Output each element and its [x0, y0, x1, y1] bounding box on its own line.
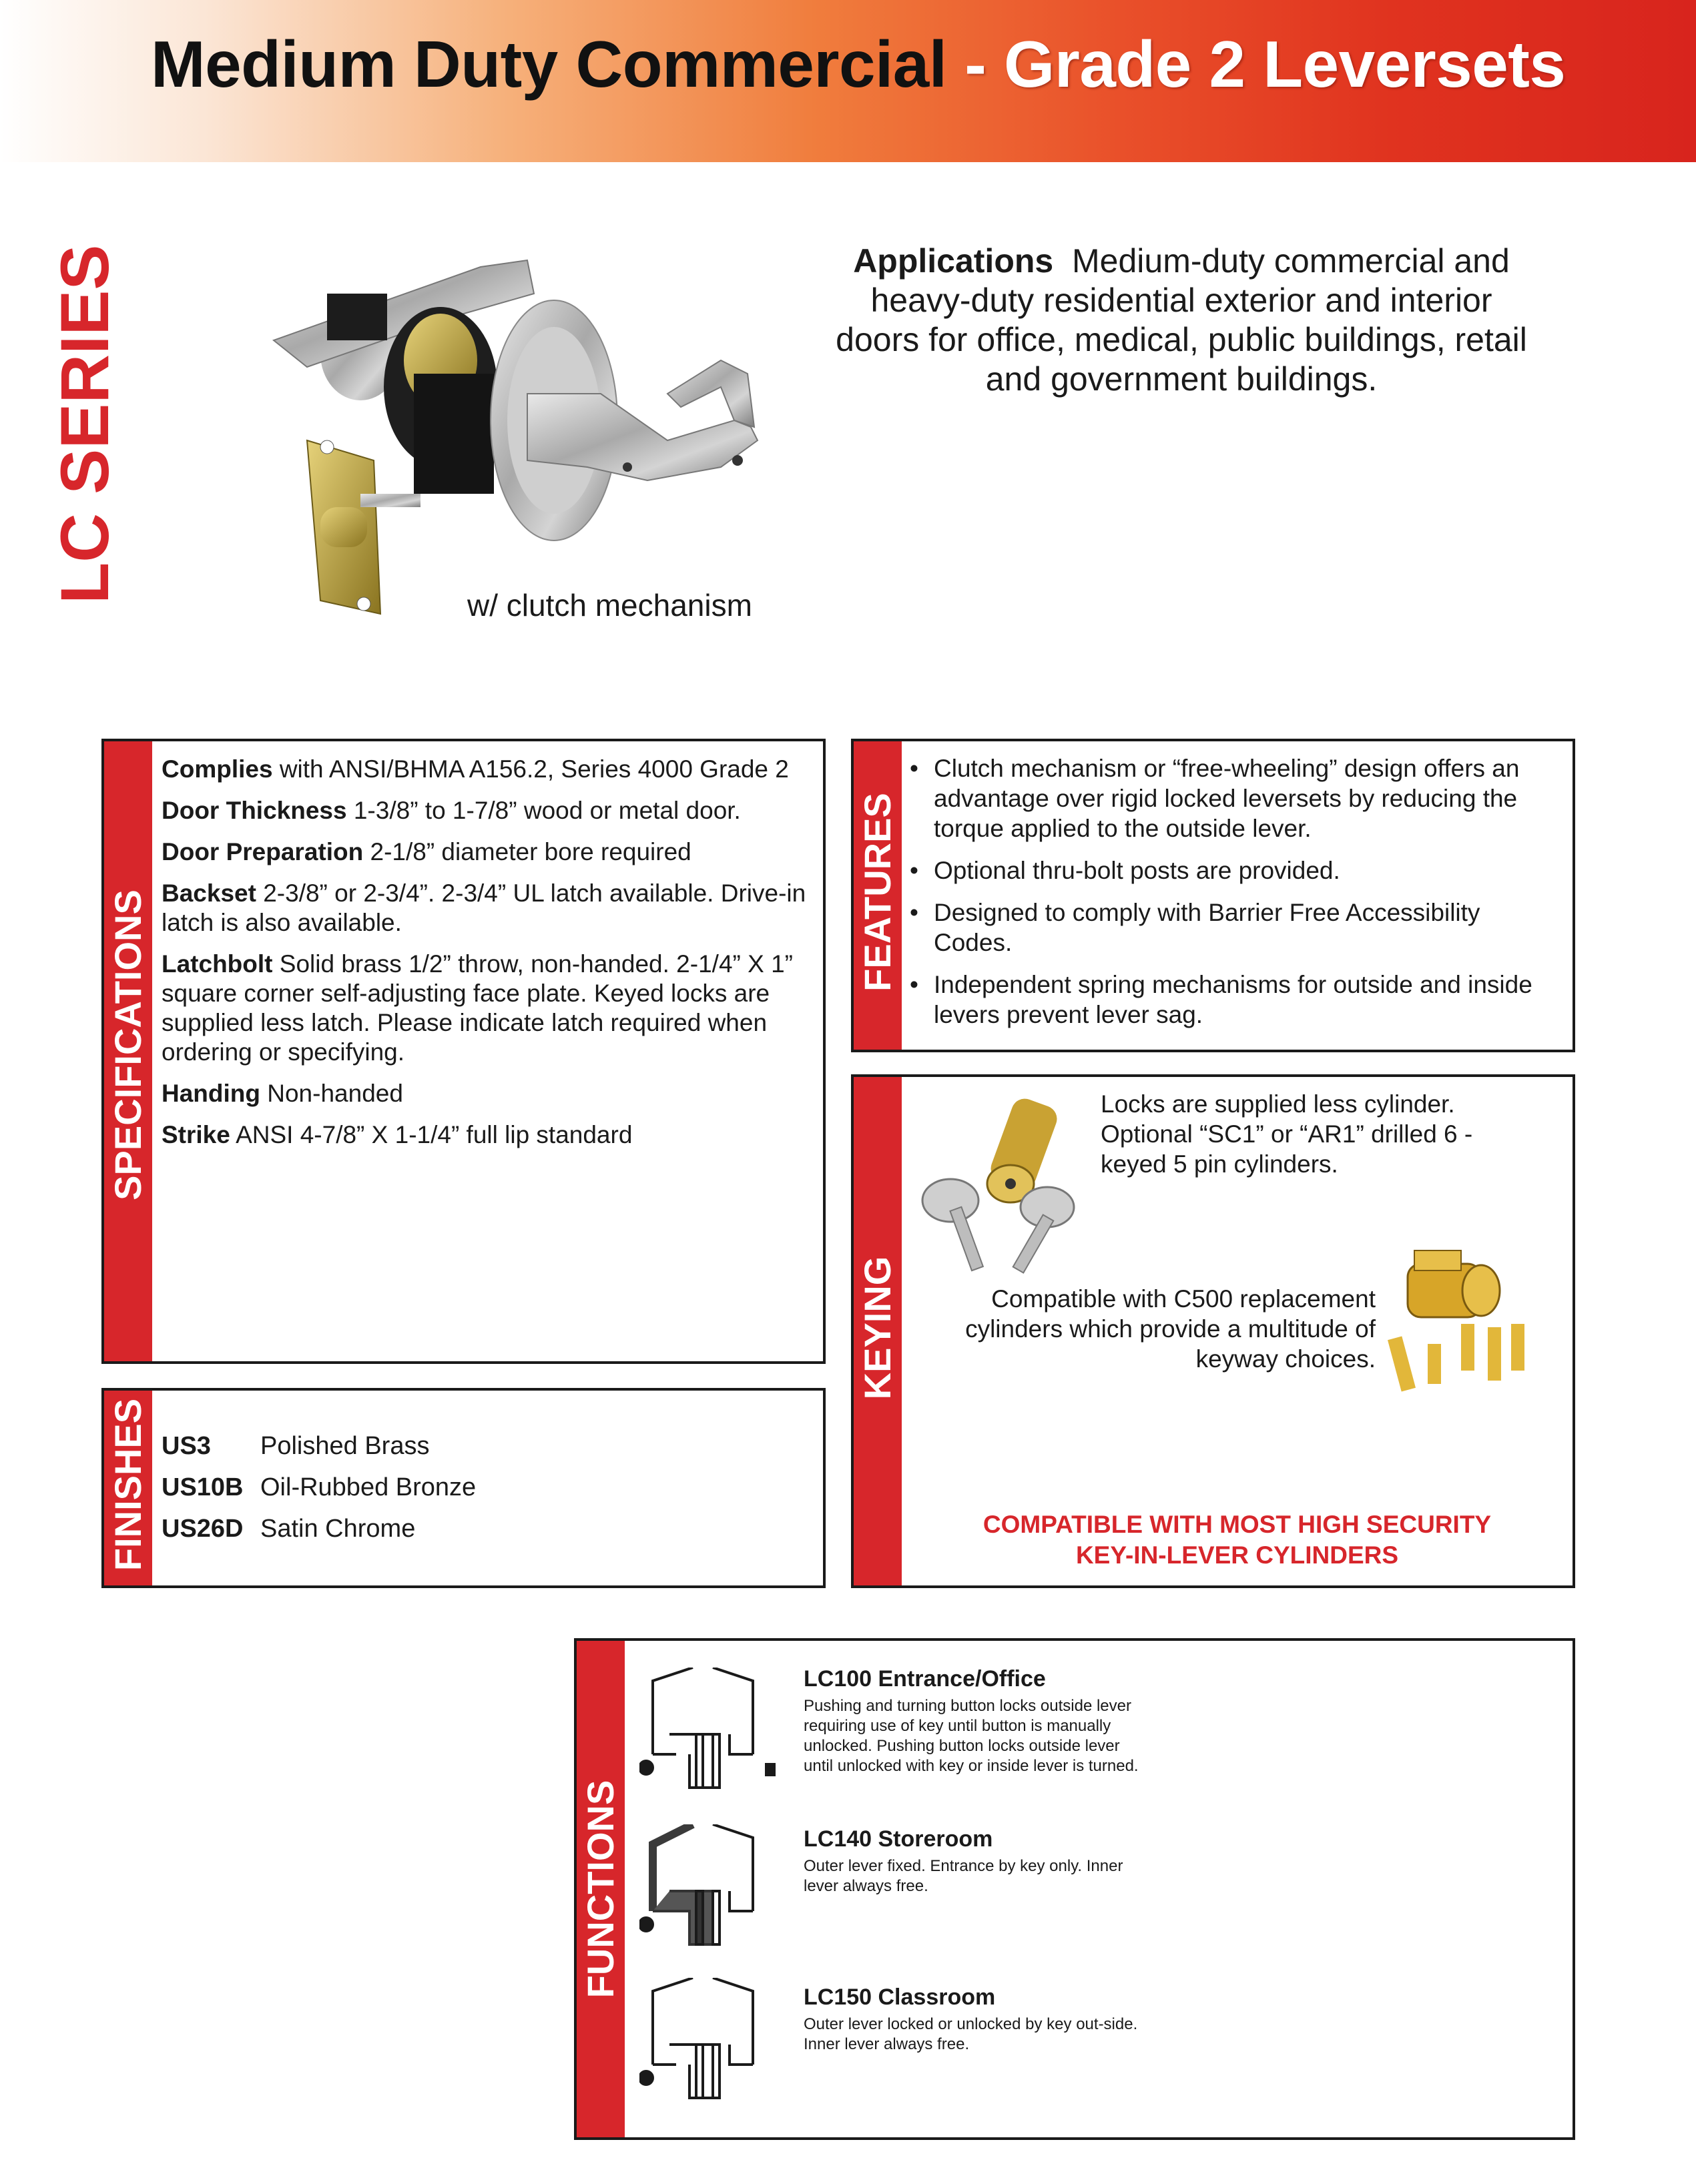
- product-caption: w/ clutch mechanism: [467, 588, 752, 623]
- features-box: [851, 739, 1575, 1052]
- specifications-tab-label: SPECIFICATIONS: [107, 889, 149, 1200]
- feature-item: • Clutch mechanism or “free-wheeling” design offers an advantage over rigid locked leversets by reducing the torque applied to the outside lever.: [907, 753, 1559, 843]
- function-lc140: [804, 1826, 1151, 1896]
- finish-name: Polished Brass: [260, 1432, 430, 1460]
- function-title: LC150 Classroom: [804, 1984, 996, 2010]
- spec-label: Strike: [162, 1121, 230, 1148]
- lc150-function-icon: [639, 1978, 786, 2125]
- finish-name: Satin Chrome: [260, 1515, 416, 1543]
- function-lc100: [804, 1666, 1151, 1776]
- spec-item: [162, 879, 816, 938]
- finish-code: US10B: [162, 1473, 244, 1501]
- finish-code: US26D: [162, 1515, 244, 1543]
- spec-value: Solid brass 1/2” throw, non-handed. 2-1/4” X 1” square corner self-adjusting face plate. Keyed locks are supplied less latch. Please indicate latch required when ordering or specifying.: [162, 950, 793, 1066]
- features-tab-label: FEATURES: [856, 793, 898, 992]
- spec-label: Door Preparation: [162, 838, 364, 865]
- functions-tab-label: FUNCTIONS: [579, 1780, 621, 1998]
- note-line-1: COMPATIBLE WITH MOST HIGH SECURITY: [982, 1511, 1492, 1538]
- title-grade: - Grade 2 Leversets: [946, 27, 1566, 101]
- spec-value: 2-3/8” or 2-3/4”. 2-3/4” UL latch available. Drive-in latch is also available.: [162, 879, 806, 936]
- spec-item: [162, 755, 816, 784]
- specifications-tab: [104, 741, 152, 1361]
- spec-value: Non-handed: [260, 1080, 403, 1107]
- page-title: [151, 27, 1565, 102]
- finish-name: Oil-Rubbed Bronze: [260, 1473, 477, 1501]
- feature-item: • Designed to comply with Barrier Free Accessibility Codes.: [907, 897, 1559, 958]
- note-line-2: KEY-IN-LEVER CYLINDERS: [1075, 1541, 1399, 1569]
- keying-tab: [854, 1077, 902, 1585]
- lc100-function-icon: [639, 1668, 786, 1814]
- spec-label: Door Thickness: [162, 797, 347, 824]
- spec-label: Backset: [162, 879, 256, 907]
- feature-item: • Optional thru-bolt posts are provided.: [907, 855, 1559, 885]
- title-main: Medium Duty Commercial: [151, 27, 947, 101]
- functions-tab: [577, 1641, 625, 2137]
- features-list: [907, 753, 1559, 1042]
- specifications-box: [101, 739, 826, 1364]
- function-title: LC140 Storeroom: [804, 1826, 993, 1852]
- keying-compatibility-text: Compatible with C500 replacement cylinders which provide a multitude of keyway choices.: [965, 1285, 1376, 1373]
- function-description: Outer lever locked or unlocked by key out-side. Inner lever always free.: [804, 2015, 1138, 2053]
- spec-item: [162, 950, 816, 1067]
- keying-high-security-note: [908, 1509, 1566, 1571]
- finish-code: US3: [162, 1432, 211, 1460]
- spec-label: Complies: [162, 755, 273, 783]
- spec-item: [162, 796, 816, 825]
- keying-box: [851, 1074, 1575, 1588]
- spec-value: 2-1/8” diameter bore required: [363, 838, 691, 865]
- finishes-box: [101, 1388, 826, 1588]
- lc140-function-icon: [639, 1824, 786, 1971]
- applications-body: Medium-duty commercial and heavy-duty residential exterior and interior doors for office, medical, public buildings, retail and government buildings.: [836, 242, 1527, 398]
- finish-row: [162, 1432, 429, 1461]
- spec-value: ANSI 4-7/8” X 1-1/4” full lip standard: [230, 1121, 633, 1148]
- series-label: LC SERIES: [47, 244, 123, 604]
- feature-item: • Independent spring mechanisms for outside and inside levers prevent lever sag.: [907, 970, 1559, 1030]
- spec-item: [162, 1120, 816, 1150]
- spec-item: [162, 837, 816, 867]
- function-lc150: [804, 1984, 1151, 2055]
- replacement-cylinder-image: [1381, 1244, 1534, 1397]
- spec-label: Handing: [162, 1080, 260, 1107]
- finish-row: [162, 1515, 415, 1543]
- features-tab: [854, 741, 902, 1050]
- finishes-tab: [104, 1391, 152, 1585]
- leverset-product-image: [240, 240, 801, 627]
- function-description: Outer lever fixed. Entrance by key only. Inner lever always free.: [804, 1857, 1123, 1895]
- applications-text: [834, 242, 1528, 399]
- keying-tab-label: KEYING: [856, 1256, 898, 1400]
- spec-label: Latchbolt: [162, 950, 273, 978]
- keying-cylinder-text: Locks are supplied less cylinder. Optional “SC1” or “AR1” drilled 6 - keyed 5 pin cylinders.: [1101, 1090, 1473, 1178]
- keys-cylinder-image: [914, 1087, 1094, 1274]
- applications-label: Applications: [853, 242, 1054, 280]
- header-banner: [0, 0, 1696, 162]
- finishes-tab-label: FINISHES: [107, 1398, 149, 1571]
- finish-row: [162, 1473, 476, 1502]
- spec-value: 1-3/8” to 1-7/8” wood or metal door.: [346, 797, 741, 824]
- function-title: LC100 Entrance/Office: [804, 1666, 1046, 1692]
- spec-value: with ANSI/BHMA A156.2, Series 4000 Grade 2: [272, 755, 789, 783]
- function-description: Pushing and turning button locks outside lever requiring use of key until button is manually unlocked. Pushing button locks outside lever until unlocked with key or inside lever is turned.: [804, 1697, 1139, 1775]
- functions-box: [574, 1638, 1575, 2140]
- spec-item: [162, 1079, 816, 1108]
- specifications-list: [162, 755, 816, 1162]
